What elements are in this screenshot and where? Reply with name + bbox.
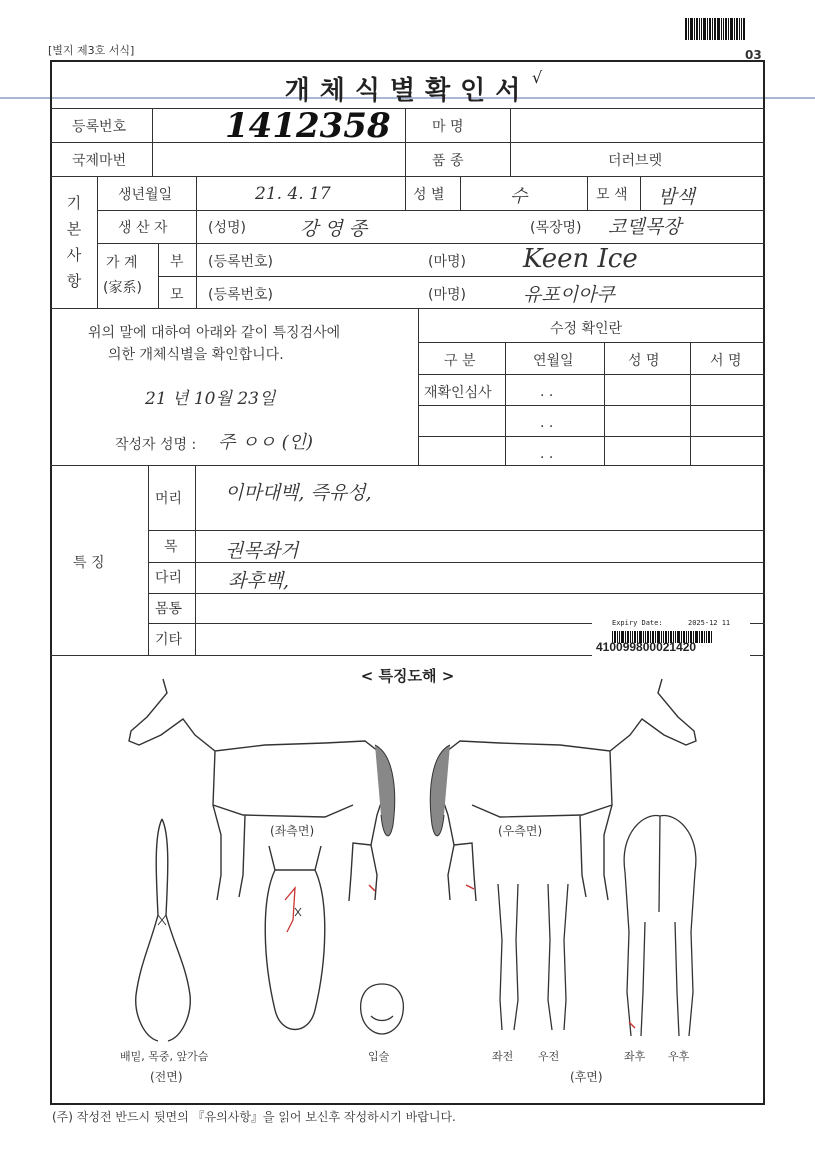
form-label: [별지 제3호 서식] (48, 44, 135, 57)
sticker-barcode (612, 628, 740, 640)
pedigree-hanja: (家系) (103, 280, 142, 296)
author-label: 작성자 성명 : (115, 437, 197, 453)
expiry-sticker (592, 614, 750, 656)
correction-header-name: 성 명 (628, 353, 660, 369)
pedigree-label: 가 계 (106, 255, 138, 271)
dam-name-value: 유포이아쿠 (523, 284, 615, 306)
statement-line1: 위의 말에 대하여 아래와 같이 특징검사에 (88, 325, 341, 341)
breed-value: 더러브렛 (608, 153, 663, 169)
sire-name-label: (마명) (428, 254, 466, 270)
legs-label: 다리 (155, 570, 183, 586)
dam-reg-label: (등록번호) (208, 287, 274, 303)
confirm-date: 21 년 10월 23일 (145, 389, 276, 409)
form-title: 개체식별확인서 (284, 76, 531, 106)
correction-header-type: 구 분 (444, 353, 476, 369)
dam-label: 모 (170, 287, 184, 303)
rear-right-label: 우후 (668, 1050, 690, 1063)
correction-title: 수정 확인란 (550, 321, 623, 337)
birth-label: 생년월일 (118, 187, 173, 203)
features-label: 특 징 (73, 555, 105, 571)
check-mark: √ (532, 68, 543, 87)
correction-row-date: . . (540, 415, 554, 431)
breeder-label: 생 산 자 (118, 220, 168, 236)
sex-value: 수 (510, 186, 528, 207)
front-caption: 배밑, 목중, 앞가슴 (120, 1050, 209, 1063)
diagram-title: < 특징도해 > (360, 667, 455, 685)
breed-label: 품 종 (432, 153, 464, 169)
front-caption-view: (전면) (150, 1070, 183, 1084)
author-value: 주 ㅇㅇ (인) (218, 432, 314, 453)
rear-view-label: (후면) (570, 1070, 603, 1084)
breeder-name-value: 강 영 종 (300, 218, 368, 240)
correction-row-date: . . (540, 446, 554, 462)
front-right-label: 우전 (538, 1050, 560, 1063)
horse-lips-drawing (357, 982, 407, 1037)
horse-head-front-drawing (255, 840, 335, 1045)
color-value: 밤색 (658, 186, 695, 208)
sire-label: 부 (170, 254, 184, 270)
sire-reg-label: (등록번호) (208, 254, 274, 270)
neck-value: 권목좌거 (225, 540, 299, 562)
basic-section-label: 기 본 사 항 (66, 194, 82, 290)
neck-label: 목 (164, 539, 178, 555)
front-left-label: 좌전 (492, 1050, 514, 1063)
correction-row-type: 재확인심사 (424, 385, 492, 401)
left-side-label: (좌측면) (270, 824, 315, 838)
expiry-label: Expiry Date: (612, 619, 663, 627)
page-number: 03 (745, 48, 762, 62)
color-label: 모 색 (596, 187, 628, 203)
horse-front-legs-drawing (488, 880, 578, 1040)
dam-name-label: (마명) (428, 287, 466, 303)
breeder-name-label: (성명) (208, 220, 246, 236)
rear-left-label: 좌후 (624, 1050, 646, 1063)
legs-value: 좌후백, (228, 570, 290, 592)
correction-header-date: 연월일 (533, 353, 574, 369)
lips-label: 입술 (368, 1050, 390, 1063)
right-side-label: (우측면) (498, 824, 543, 838)
horse-name-label: 마 명 (432, 119, 464, 135)
horse-rear-drawing (615, 812, 705, 1042)
sire-name-value: Keen Ice (523, 244, 638, 274)
expiry-value: 2025-12 11 (688, 619, 731, 627)
birth-value: 21. 4. 17 (255, 184, 331, 204)
head-value: 이마대백, 즉유성, (225, 482, 372, 504)
sex-label: 성 별 (413, 187, 445, 203)
top-barcode (685, 18, 767, 40)
farm-value: 코델목장 (608, 216, 682, 238)
farm-label: (목장명) (530, 220, 582, 236)
statement-line2: 의한 개체식별을 확인합니다. (108, 347, 284, 363)
correction-header-sign: 서 명 (710, 353, 742, 369)
intl-no-label: 국제마번 (72, 153, 127, 169)
sticker-code: 410099800021420 (596, 640, 697, 654)
reg-no-value: 1412358 (225, 106, 391, 146)
other-label: 기타 (155, 632, 183, 648)
horse-front-chest-drawing (130, 815, 200, 1045)
head-label: 머리 (155, 491, 183, 507)
body-label: 몸통 (155, 601, 183, 617)
correction-row-date: . . (540, 384, 554, 400)
footer-note: (주) 작성전 반드시 뒷면의 『유의사항』을 읽어 보신후 작성하시기 바랍니다. (52, 1110, 456, 1124)
reg-no-label: 등록번호 (72, 119, 127, 135)
